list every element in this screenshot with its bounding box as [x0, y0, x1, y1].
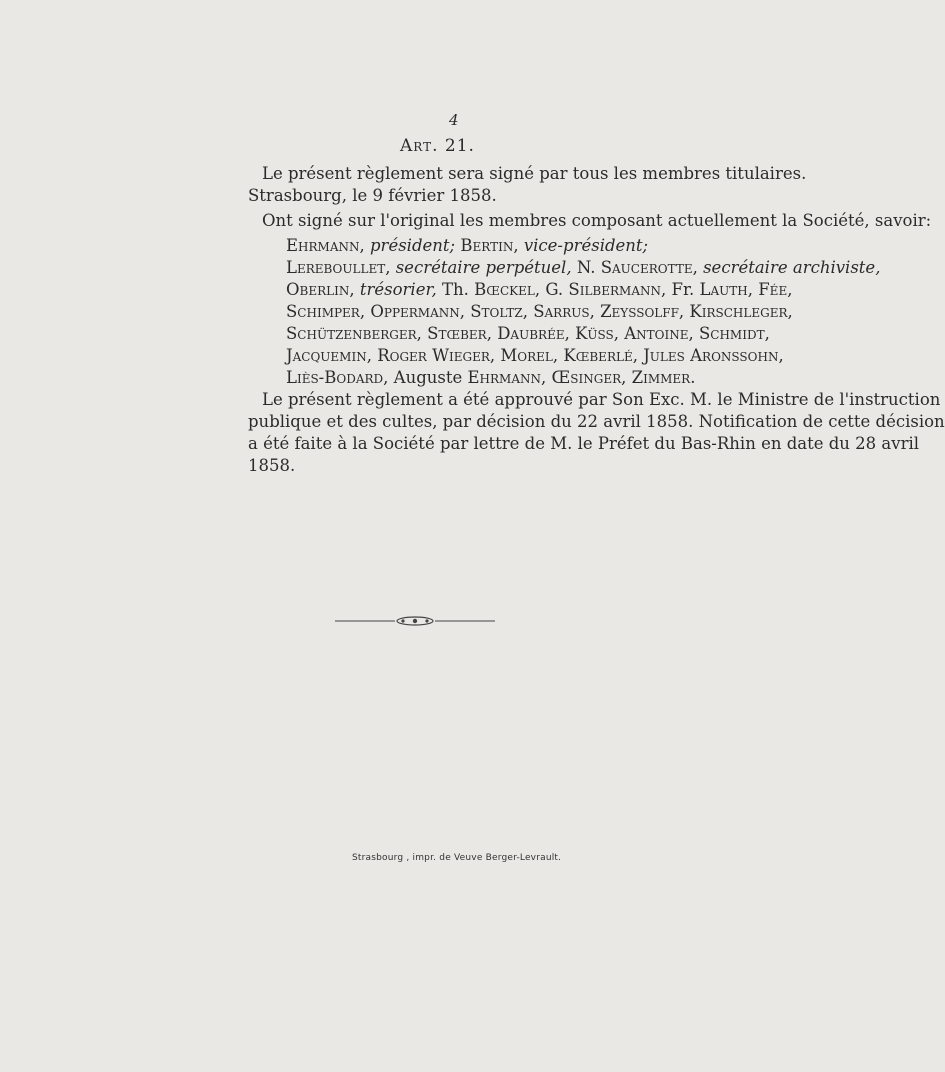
member-role: secrétaire archiviste, — [703, 258, 881, 277]
member-role: président; — [370, 236, 456, 255]
separator: . — [690, 368, 696, 387]
member-name: Lauth — [699, 280, 748, 299]
approval-line-4: 1858. — [248, 456, 296, 475]
separator: Th. — [436, 280, 475, 299]
signatories-intro: Ont signé sur l'original les membres composant actuellement la Société, savoir: — [262, 211, 932, 230]
separator: , — [747, 280, 759, 299]
page-number: 4 — [449, 111, 459, 129]
separator: , — [349, 280, 360, 299]
member-name: Liès-Bodard — [286, 368, 384, 387]
member-name: Œsinger — [551, 368, 622, 387]
member-name: Ehrmann — [286, 236, 360, 255]
separator: N. — [571, 258, 601, 277]
member-name: Lereboullet — [286, 258, 386, 277]
member-name: Silbermann — [568, 280, 661, 299]
member-name: Saucerotte — [600, 258, 693, 277]
separator: , — [385, 258, 396, 277]
member-line-7 — [286, 368, 695, 388]
separator: , Auguste — [383, 368, 468, 387]
separator: , — [787, 280, 793, 299]
signature-statement: Le présent règlement sera signé par tous les membres titulaires. — [262, 164, 807, 183]
printer-imprint: Strasbourg , impr. de Veuve Berger-Levrault. — [352, 853, 562, 863]
member-line-3 — [286, 280, 792, 300]
member-line-5: Schützenberger, Stœber, Daubrée, Küss, Antoine, Schmidt, — [286, 324, 770, 343]
member-line-1 — [286, 236, 648, 256]
member-line-4: Schimper, Oppermann, Stoltz, Sarrus, Zeyssolff, Kirschleger, — [286, 302, 793, 321]
member-line-6: Jacquemin, Roger Wieger, Morel, Kœberlé, Jules Aronssohn, — [286, 346, 784, 365]
approval-line-3: a été faite à la Société par lettre de M. le Préfet du Bas-Rhin en date du 28 avril — [248, 434, 920, 453]
approval-line-2: publique et des cultes, par décision du 22 avril 1858. Notification de cette décision — [248, 412, 945, 431]
member-name: Bertin — [460, 236, 514, 255]
member-line-2 — [286, 258, 880, 278]
member-name: Oberlin — [286, 280, 350, 299]
separator: , — [692, 258, 704, 277]
article-heading: Art. 21. — [400, 136, 475, 156]
separator: , Fr. — [661, 280, 700, 299]
separator: , — [541, 368, 552, 387]
member-role: trésorier, — [359, 280, 437, 299]
ornament-divider-icon — [335, 615, 495, 627]
separator: , — [513, 236, 524, 255]
separator: , G. — [534, 280, 569, 299]
separator: , — [359, 236, 370, 255]
separator: , — [621, 368, 632, 387]
member-name: Fée — [758, 280, 788, 299]
place-date: Strasbourg, le 9 février 1858. — [248, 186, 497, 205]
approval-line-1: Le présent règlement a été approuvé par Son Exc. M. le Ministre de l'instruction — [262, 390, 941, 409]
member-name: Ehrmann — [467, 368, 542, 387]
member-role: vice-président; — [523, 236, 649, 255]
member-name: Bœckel — [474, 280, 535, 299]
member-name: Zimmer — [631, 368, 691, 387]
member-role: secrétaire perpétuel, — [395, 258, 572, 277]
